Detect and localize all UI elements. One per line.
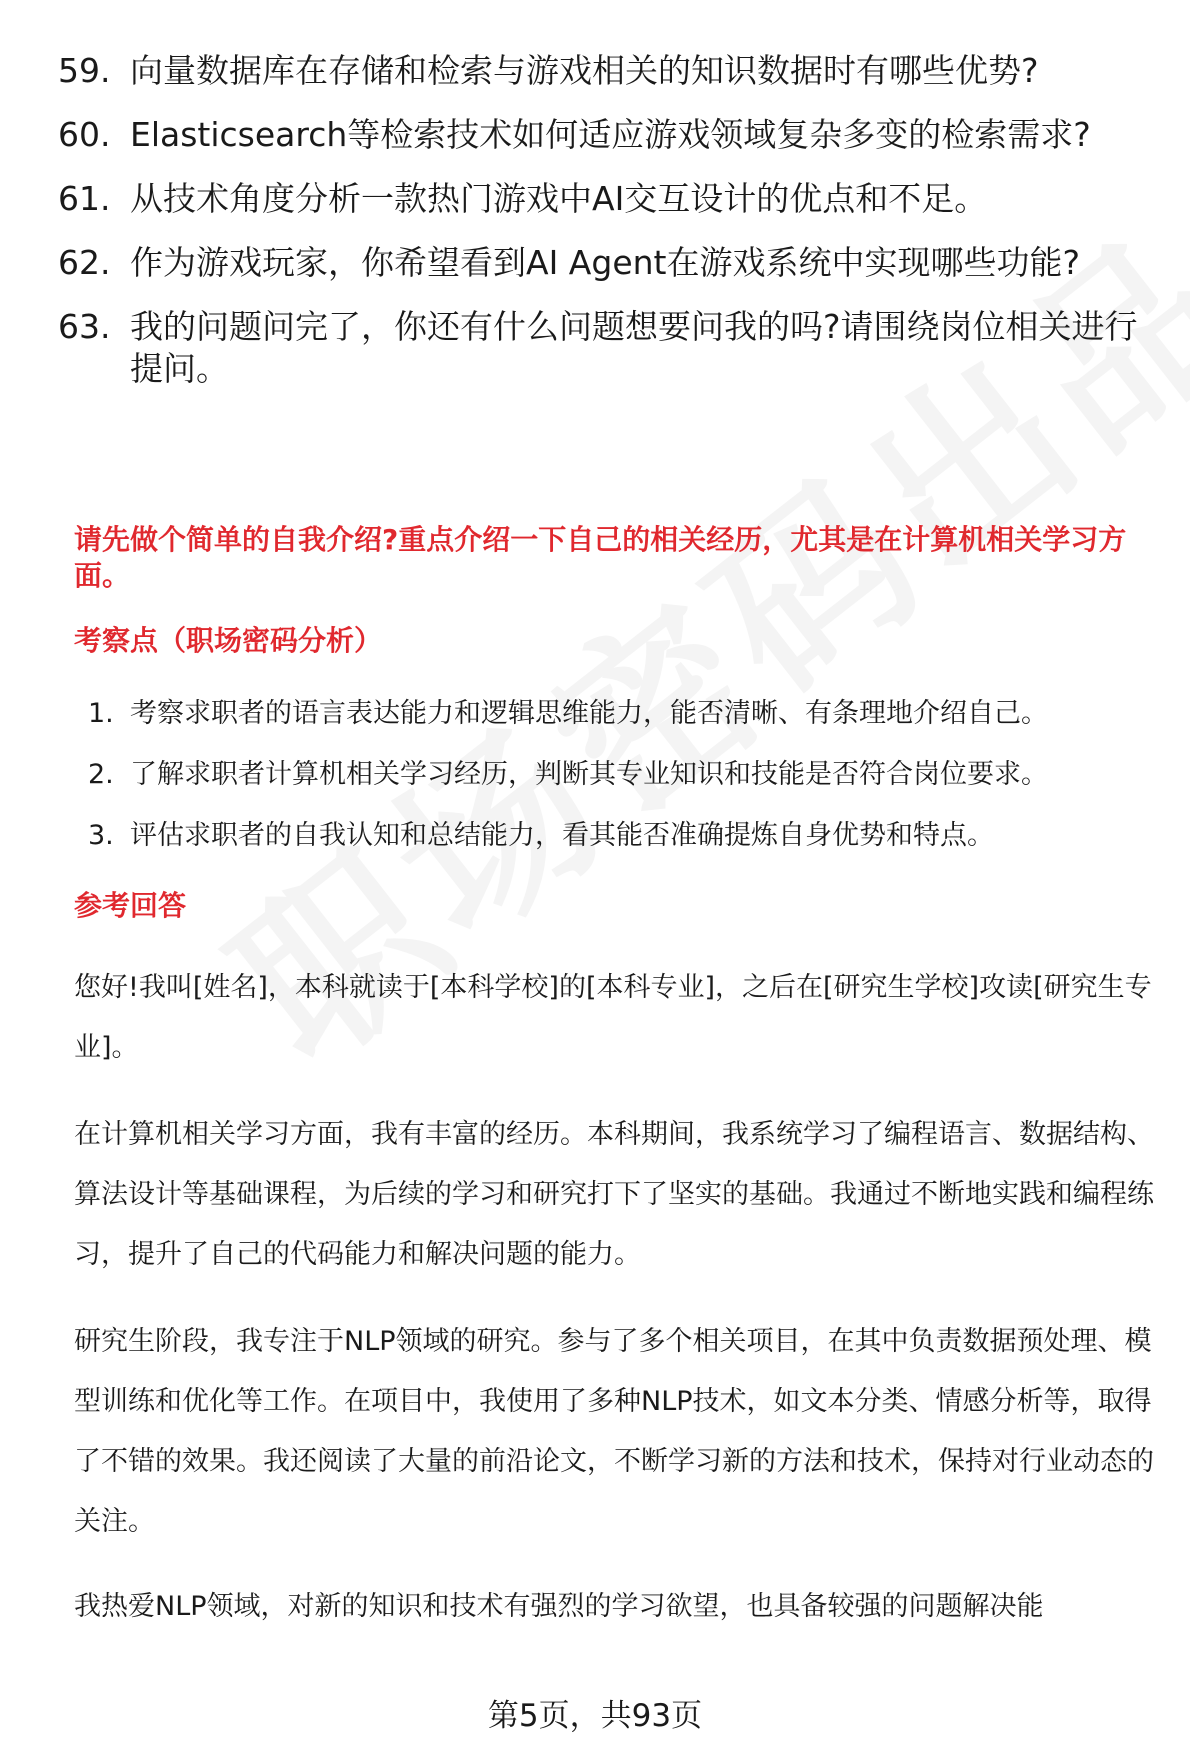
question-text: 作为游戏玩家，你希望看到AI Agent在游戏系统中实现哪些功能? xyxy=(130,243,1080,282)
answer-heading: 参考回答 xyxy=(74,889,187,922)
points-heading: 考察点（职场密码分析） xyxy=(74,624,383,657)
point-item xyxy=(88,696,1168,732)
point-number: 2. xyxy=(88,759,114,790)
point-number: 3. xyxy=(88,820,114,851)
point-text: 了解求职者计算机相关学习经历，判断其专业知识和技能是否符合岗位要求。 xyxy=(130,759,1048,790)
question-number: 62. xyxy=(58,243,111,282)
question-text: 我的问题问完了，你还有什么问题想要问我的吗?请围绕岗位相关进行提问。 xyxy=(130,307,1138,388)
point-number: 1. xyxy=(88,698,114,729)
question-number: 60. xyxy=(58,115,111,154)
question-text: 从技术角度分析一款热门游戏中AI交互设计的优点和不足。 xyxy=(130,179,988,218)
answer-paragraph: 在计算机相关学习方面，我有丰富的经历。本科期间，我系统学习了编程语言、数据结构、算法设计等基础课程，为后续的学习和研究打下了坚实的基础。我通过不断地实践和编程练习，提升了自己的代码能力和解决问题的能力。 xyxy=(74,1119,1154,1270)
question-text: 向量数据库在存储和检索与游戏相关的知识数据时有哪些优势? xyxy=(130,51,1039,90)
section-title: 请先做个简单的自我介绍?重点介绍一下自己的相关经历，尤其是在计算机相关学习方面。 xyxy=(74,523,1127,592)
question-list xyxy=(58,50,1148,412)
question-number: 63. xyxy=(58,307,111,346)
question-text: Elasticsearch等检索技术如何适应游戏领域复杂多变的检索需求? xyxy=(130,115,1091,154)
point-text: 考察求职者的语言表达能力和逻辑思维能力，能否清晰、有条理地介绍自己。 xyxy=(130,698,1048,729)
question-item xyxy=(58,242,1148,284)
question-item xyxy=(58,50,1148,92)
question-item xyxy=(58,178,1148,220)
question-number: 59. xyxy=(58,51,111,90)
point-text: 评估求职者的自我认知和总结能力，看其能否准确提炼自身优势和特点。 xyxy=(130,820,994,851)
answer-paragraph: 我热爱NLP领域，对新的知识和技术有强烈的学习欲望，也具备较强的问题解决能 xyxy=(74,1591,1044,1622)
question-item xyxy=(58,306,1148,390)
answer-paragraph: 您好!我叫[姓名]，本科就读于[本科学校]的[本科专业]，之后在[研究生学校]攻读[研究生专业]。 xyxy=(74,972,1152,1063)
point-item xyxy=(88,818,1168,854)
point-item xyxy=(88,757,1168,793)
answer-paragraph: 研究生阶段，我专注于NLP领域的研究。参与了多个相关项目，在其中负责数据预处理、模型训练和优化等工作。在项目中，我使用了多种NLP技术，如文本分类、情感分析等，取得了不错的效果。我还阅读了大量的前沿论文，不断学习新的方法和技术，保持对行业动态的关注。 xyxy=(74,1326,1154,1537)
points-list xyxy=(88,696,1168,879)
question-item xyxy=(58,114,1148,156)
question-number: 61. xyxy=(58,179,111,218)
page-footer: 第5页，共93页 xyxy=(487,1698,703,1734)
